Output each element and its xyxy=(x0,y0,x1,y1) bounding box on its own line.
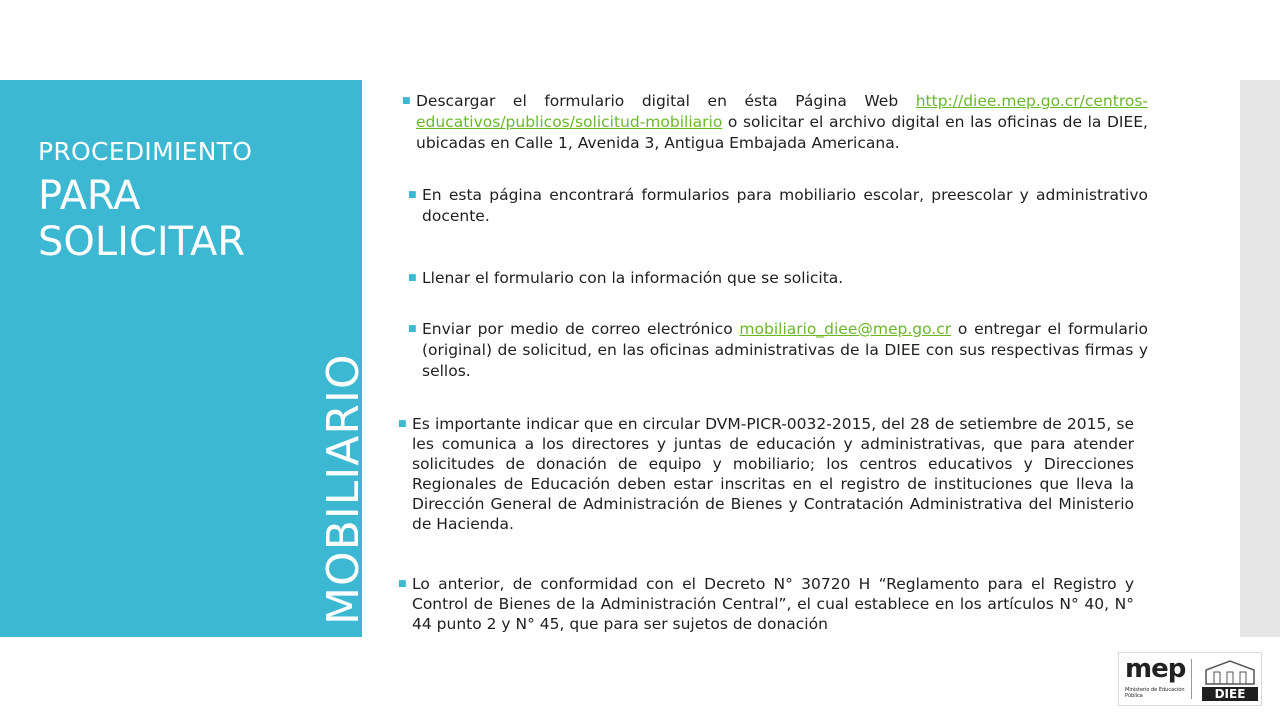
mep-logo-subtitle: Ministerio de Educación Pública xyxy=(1125,687,1185,699)
bullet-icon: ■ xyxy=(402,96,411,106)
logo-divider xyxy=(1191,659,1192,699)
bullet-text: Llenar el formulario con la información que se solicita. xyxy=(422,269,844,287)
bullet-item-decree xyxy=(398,574,1134,634)
footer-logo xyxy=(1118,652,1262,706)
mep-logo-text: mep xyxy=(1125,654,1186,684)
bullet-text-before: Enviar por medio de correo electrónico xyxy=(422,320,740,338)
sidebar-heading xyxy=(38,138,252,265)
building-icon xyxy=(1202,658,1258,686)
bullet-text-before: Descargar el formulario digital en ésta Página Web xyxy=(416,92,916,110)
bullet-text-after: o entregar el formulario (original) de solicitud, en las oficinas administrativas de la DIEE con sus respectivas firmas y sellos. xyxy=(422,320,1148,380)
email-link[interactable]: mobiliario_diee@mep.go.cr xyxy=(739,320,952,338)
bullet-icon: ■ xyxy=(398,579,407,589)
heading-line-1: PROCEDIMIENTO xyxy=(38,137,253,166)
bullet-icon: ■ xyxy=(408,324,417,334)
bullet-text: Es importante indicar que en circular DVM-PICR-0032-2015, del 28 de setiembre de 2015, se les comunica a los directores y juntas de educación y administrativas, que para atender solicitudes de donación de equipo y mobiliario; los centros educativos y Direcciones Regionales de Educación deben estar inscritas en el registro de instituciones que lleva la Dirección General de Administración de Bienes y Contratación Administrativa del Ministerio de Hacienda. xyxy=(412,415,1134,533)
vertical-title: MOBILIARIO xyxy=(318,353,369,625)
bullet-icon: ■ xyxy=(398,419,407,429)
bullet-item-circular xyxy=(398,414,1134,534)
bullet-item-send xyxy=(408,319,1148,382)
heading-line-2: PARA xyxy=(38,172,141,219)
bullet-text: En esta página encontrará formularios para mobiliario escolar, preescolar y administrativo docente. xyxy=(422,186,1148,225)
bullet-item-download xyxy=(402,91,1148,154)
bullet-text-after: o solicitar el archivo digital en las oficinas de la DIEE, ubicadas en Calle 1, Avenida 3, Antigua Embajada Americana. xyxy=(416,113,1148,152)
right-strip xyxy=(1240,80,1280,637)
diee-logo xyxy=(1196,654,1260,704)
diee-logo-text: DIEE xyxy=(1202,687,1258,701)
bullet-item-fill xyxy=(408,268,1148,289)
bullet-icon: ■ xyxy=(408,190,417,200)
bullet-icon: ■ xyxy=(408,273,417,283)
bullet-text: Lo anterior, de conformidad con el Decreto N° 30720 H “Reglamento para el Registro y Control de Bienes de la Administración Central”, el cual establece en los artículos N° 40, N° 44 punto 2 y N° 45, que para ser sujetos de donación xyxy=(412,575,1134,633)
heading-line-3: SOLICITAR xyxy=(38,218,246,265)
bullet-item-forms xyxy=(408,185,1148,227)
form-page-link[interactable]: http://diee.mep.go.cr/centros-educativos/publicos/solicitud-mobiliario xyxy=(416,92,1148,131)
mep-logo xyxy=(1119,654,1187,704)
